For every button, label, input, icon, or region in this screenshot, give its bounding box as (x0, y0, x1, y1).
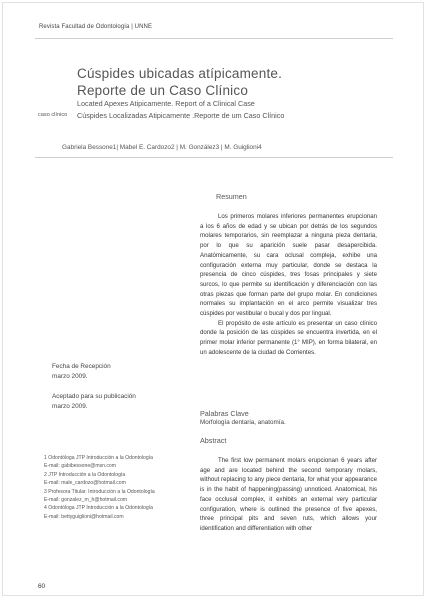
resumen-paragraph-2: El propósito de este artículo es presentar un caso clínico donde la posición de las cúspides se encuentra invertida, en el primer molar inferior permanente (1° MIP), en forma bilateral, en un adolescente de la ciudad de Corrientes. (200, 319, 377, 356)
page-number: 60 (38, 583, 46, 590)
authors-divider (35, 157, 393, 158)
journal-header: Revista Facultad de Odontología | UNNE (39, 24, 153, 30)
resumen-body (200, 212, 377, 358)
accepted-block (52, 392, 136, 412)
subtitle-english: Located Apexes Atipicamente. Report of a Clinical Case (77, 99, 255, 108)
author-note: E-mail: gabibessone@msn.com (44, 463, 116, 470)
author-note: E-mail: male_cardozo@hotmail.com (44, 480, 126, 487)
accepted-date: marzo 2009. (52, 403, 88, 410)
resumen-paragraph-1: Los primeros molares inferiores permanentes erupcionan a los 6 años de edad y se ubican por detrás de los segundos molares temporarios, sin reemplazar a ninguna pieza dentaria, por lo que su aparición suele pasar desapercibida. Anatómicamente, su cara oclusal compleja, exhibe una configuración externa muy particular, donde se destaca la presencia de cinco cúspides, tres fosas principales y siete surcos, lo que permite su identificación y diferenciación con las otras piezas que forman parte del grupo molar. En condiciones normales su implantación en el arco permite visualizar tres cúspides por vestibular o bucal y dos por lingual. (200, 213, 377, 318)
keywords-heading: Palabras Clave (200, 409, 249, 418)
author-note: E-mail: gonzalez_m_h@hotmail.com (44, 497, 128, 504)
author-note: 3 Profesora Titular. Introducción a la Odontología (44, 488, 155, 495)
accepted-label: Aceptado para su publicación (52, 393, 136, 400)
abstract-heading: Abstract (200, 436, 227, 445)
author-note: 4 Odontóloga JTP Introducción a la Odontología (44, 505, 153, 512)
received-date: marzo 2009. (52, 373, 88, 380)
author-list: Gabriela Bessone1| Mabel E. Cardozo2 | M. González3 | M. Guiglioni4 (62, 144, 262, 151)
received-label: Fecha de Recepción (52, 363, 111, 370)
keywords-text: Morfología dentaria, anatomía. (200, 419, 286, 426)
resumen-heading: Resumen (216, 192, 247, 201)
author-notes (44, 454, 155, 521)
abstract-body (200, 456, 377, 534)
abstract-paragraph-1: The first low permanent molars erupcionan 6 years after age and are located behind the second temporary molars, without replacing to any piece dentaria, for what your appearance is in the habit of happening(passing) unnoticed. Anatomical, his face occlusal complex, it exhibits an external very particular configuration, where is outlined the presence of five apexes, three principal pits and seven ruts, which allows your identification and differentiation with other (200, 457, 377, 532)
subtitle-portuguese: Cúspides Localizadas Atipicamente .Reporte de um Caso Clínico (77, 111, 285, 120)
author-note: 2 JTP Introducción a la Odontología (44, 471, 126, 478)
title-line-2: Reporte de un Caso Clínico (77, 83, 249, 98)
author-note: E-mail: bettyguiglioni@hotmail.com (44, 513, 124, 520)
section-label: caso clínico (38, 112, 68, 118)
article-title (77, 65, 282, 99)
title-line-1: Cúspides ubicadas atípicamente. (77, 66, 283, 81)
author-note: 1 Odontóloga JTP Introducción a la Odontología (44, 455, 153, 461)
header-divider (35, 38, 393, 39)
received-block (52, 362, 111, 382)
